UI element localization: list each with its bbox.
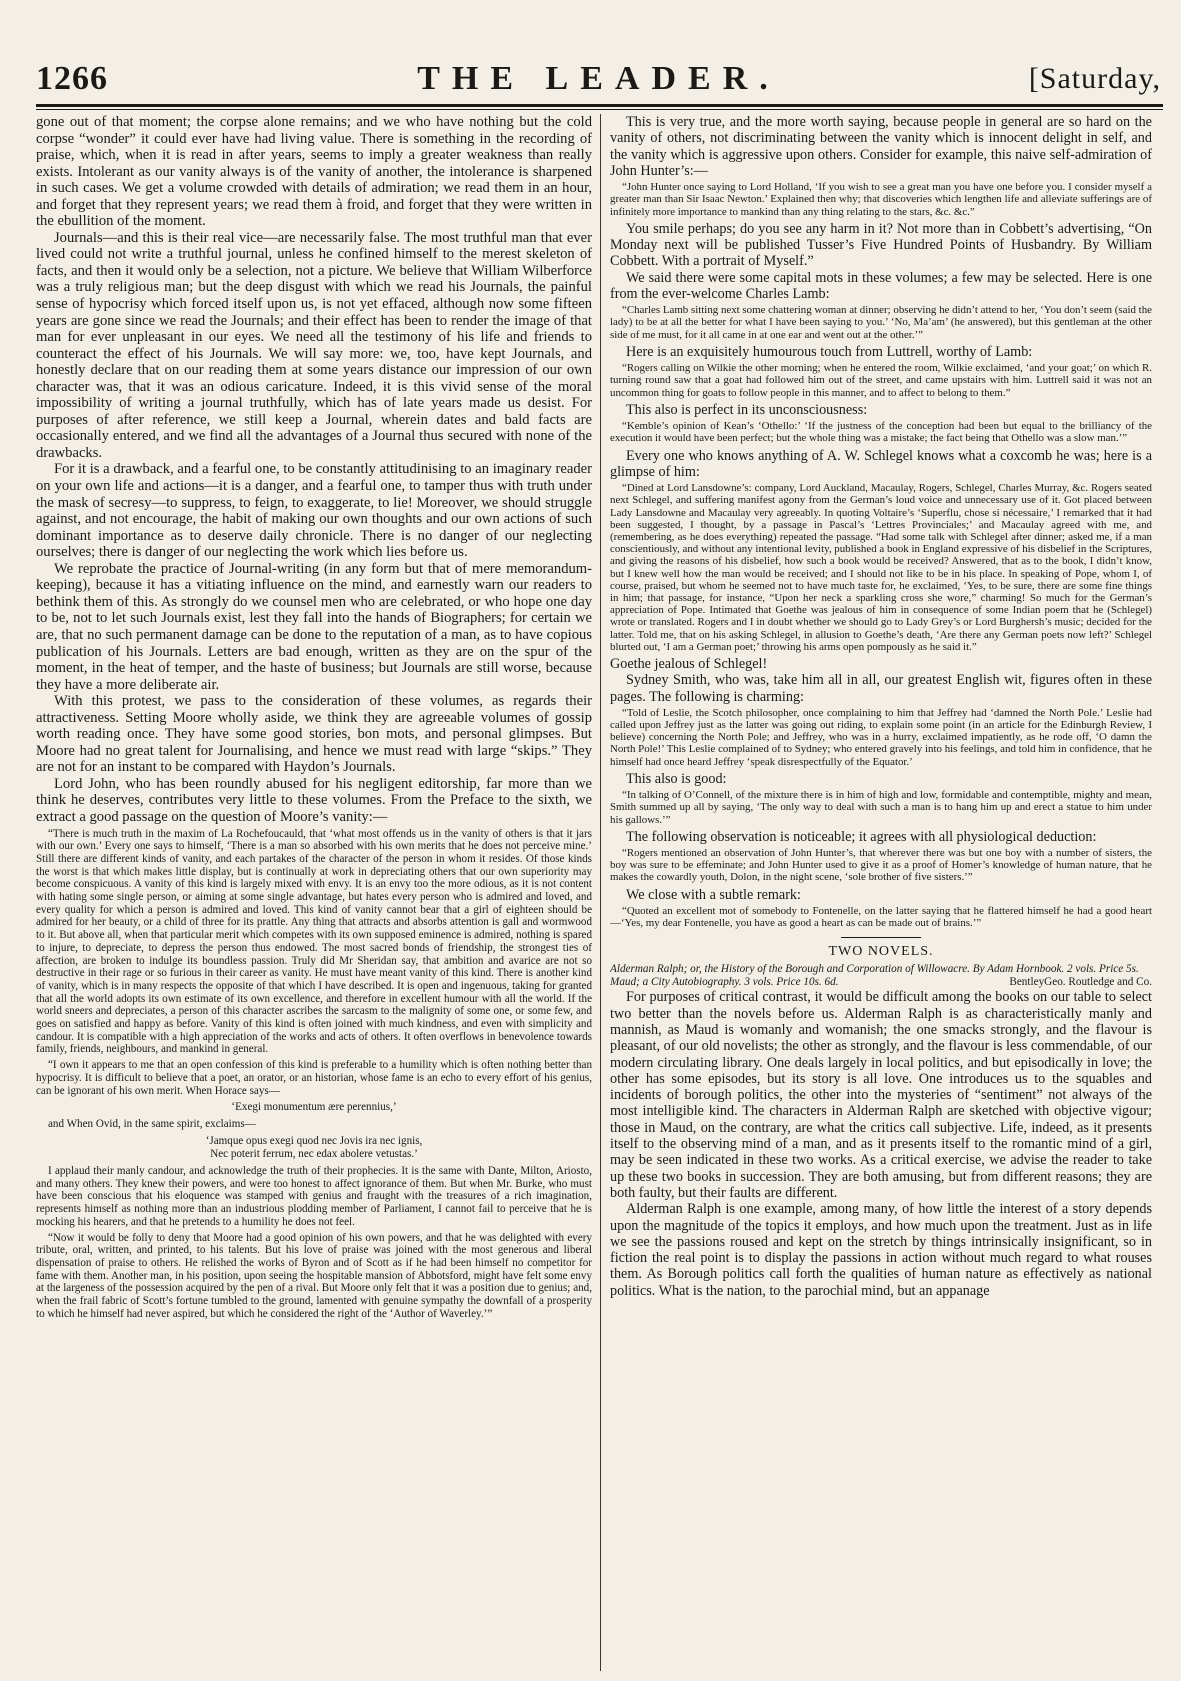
paragraph: Here is an exquisitely humourous touch from Luttrell, worthy of Lamb: <box>626 343 1033 360</box>
block-quote: “Dined at Lord Lansdowne’s: company, Lord Auckland, Macaulay, Rogers, Schlegel, Charles Murray, &c. Rogers seated next Schlegel, and suffering manifest agony from the German’s loud voice and unnecessary use of it. Got placed between Lady Lansdowne and Macaulay very agreeably. In quoting Voltaire’s ‘Superflu, chose si nécessaire,’ I remarked that it had been suggested, I thought, by a passage in Pascal’s ‘Lettres Provinciales;’ and Macaulay agreed with me, and (remembering, as he does everything) repeated the passage. “Had some talk with Schlegel after dinner; asked me, if a man conscientiously, and without any intentional levity, published a book in England expressive of his disbelief in the Scriptures, and giving the reasons of his disbelief, how such a book would be received? Answered, that as to the book, I didn’t know, but I knew well how the man would be received; and I should not like to be in his place. In speaking of Pope, whom I, of course, praised, but whom he seemed not to have much taste for, he exclaimed, ‘Yes, to be sure, there are some fine things in him; that passage, for instance, “Upon her neck a sparkling cross she wore,” charming! So much for the German’s appreciation of Pope. Intimated that Goethe was jealous of him in consequence of some Indian poem that he (Schlegel) wrote or translated. Rogers and I in doubt whether we should go to Lady Grey’s or Lord Burghersh’s music; decided for the latter. Told me, that on his asking Schlegel, in allusion to Goethe’s death, ‘Are there any German poets now left?’ Schlegel blurted out, ‘I am a German poet;’ throwing his arms open pompously as he said it.” <box>610 482 1152 653</box>
paragraph: You smile perhaps; do you see any harm in it? Not more than in Cobbett’s advertising, “On Monday next will be published Tusser’s Five Hundred Points of Husbandry. By William Cobbett. With a portrait of Myself.” <box>610 220 1152 270</box>
block-quote: and When Ovid, in the same spirit, exclaims— <box>48 1118 256 1131</box>
paragraph: Goethe jealous of Schlegel! <box>610 655 768 672</box>
section-heading: TWO NOVELS. <box>828 944 934 960</box>
block-quote: “I own it appears to me that an open confession of this kind is preferable to a humility which is often nothing better than hypocrisy. It is difficult to believe that a poet, an orator, or an historian, whose fame is an echo to every effort of his genius, can be ignorant of his own merit. When Horace says— <box>36 1059 592 1097</box>
paragraph: Lord John, who has been roundly abused for his negligent editorship, far more than we think he deserves, contributes very little to these volumes. From the Preface to the sixth, we extract a good passage on the question of Moore’s vanity:— <box>36 775 592 825</box>
paragraph: We reprobate the practice of Journal-writing (in any form but that of mere memorandum-keeping), because it has a vitiating influence on the mind, and earnestly warn our readers to bethink them of this. As strongly do we counsel men who are celebrated, or who hope one day to be, not to let such Journals exist, lest they fall into the hands of Biographers; for certain we are, that no such permanent damage can be done to the reputation of a man, as to have copious publication of his Journals. Letters are bad enough, written as they are on the spur of the moment, in the heat of temper, and the haste of business; but Journals are still worse, because they have a more deliberate air. <box>36 560 592 693</box>
paragraph: Journals—and this is their real vice—are necessarily false. The most truthful man that ever lived could not write a truthful journal, unless he confined himself to the merest skeleton of facts, and then it would only be a selection, not a picture. We believe that William Wilberforce was a truly religious man; but the deep disgust with which we read his Journals, the painful sense of hypocrisy which forced itself upon us, is not yet effaced, although now some fifteen years are gone since we read the Journals; and their effect has been to render the image of that man for ever unpleasant in our eyes. We need all the testimony of his life and friends to counteract the effect of his Journals. We will say more: we, too, have kept Journals, and honestly declare that on our reading them at some years distance our impression of our own character was, that it was an odious caricature. Indeed, it is this vivid sense of the moral impossibility of writing a journal truthfully, which has of late years made us desist. For purposes of after reference, we still keep a Journal, wherein dates and bald facts are occasionally entered, and we find all the advantages of a Journal thus secured with none of the drawbacks. <box>36 229 592 461</box>
page-number: 1266 <box>36 60 108 97</box>
book-title: Alderman Ralph; or, the History of the Borough and Corporation of Willowacre. By Adam Hornbook. 2 vols. Price 5s. <box>610 963 1139 976</box>
left-column <box>36 114 592 1671</box>
block-quote: “Told of Leslie, the Scotch philosopher, once complaining to him that Jeffrey had ‘damned the North Pole.’ Leslie had called upon Jeffrey just as the latter was going out riding, to explain some point (in an article for the Edinburgh Review, I believe) concerning the North Pole; and Jeffrey, who was in a hurry, exclaimed impatiently, as he rode off, ‘O damn the North Pole!’ This Leslie complained of to Sydney; who entered gravely into his feelings, and told him in confidence, that he himself had once heard Jeffrey ‘speak disrespectfully of the Equator.’ <box>610 706 1152 768</box>
block-quote: “Rogers mentioned an observation of John Hunter’s, that wherever there was but one boy with a number of sisters, the boy was sure to be effeminate; and John Hunter used to give it as a proof of Homer’s knowledge of human nature, that he makes the cowardly youth, Dolon, in the night scene, ‘sole brother of five sisters.’” <box>610 847 1152 884</box>
latin-verse <box>36 1135 592 1161</box>
right-column <box>610 114 1152 1671</box>
paragraph: We close with a subtle remark: <box>626 886 801 903</box>
book-publisher: Bentley <box>1009 976 1045 989</box>
block-quote: “Kemble’s opinion of Kean’s ‘Othello:’ ‘If the justness of the conception had been but equal to the brilliancy of the execution it would have been perfect; but the whole thing was a mistake; the fact being that Othello was a slow man.’” <box>610 420 1152 445</box>
block-quote: “Rogers calling on Wilkie the other morning; when he entered the room, Wilkie exclaimed, ‘and your goat;’ on which R. turning round saw that a goat had followed him out of the street, and came upstairs with him. Luttrell said it was not an uncommon thing for goats to follow people in this manner, and to affect to belong to them.” <box>610 362 1152 399</box>
block-quote: I applaud their manly candour, and acknowledge the truth of their prophecies. It is the same with Dante, Milton, Ariosto, and many others. They knew their powers, and were too honest to affect ignorance of them. But when Mr. Burke, who must have been conscious that his eloquence was stamped with genius and fraught with the treasures of a rich imagination, represents himself as nothing more than an industrious plodding member of Parliament, I cannot fail to perceive that he is mocking his hearers, and that he pretends to a humility he does not feel. <box>36 1164 592 1228</box>
section-divider <box>841 937 921 938</box>
block-quote: “John Hunter once saying to Lord Holland, ‘If you wish to see a great man you have one before you. I consider myself a greater man than Sir Isaac Newton.’ Explained then why; that discoveries which lengthen life and alleviate sufferings are of infinitely more importance to mankind than any thing relating to the stars, &c. &c.” <box>610 181 1152 218</box>
latin-verse: ‘Exegi monumentum ære perennius,’ <box>231 1101 397 1114</box>
paragraph: The following observation is noticeable; it agrees with all physiological deduction: <box>626 828 1097 845</box>
column-divider <box>600 114 601 1671</box>
paragraph: This also is perfect in its unconsciousness: <box>626 401 868 418</box>
verse-line: Nec poterit ferrum, nec edax abolere vetustas.’ <box>210 1147 418 1160</box>
paragraph: Every one who knows anything of A. W. Schlegel knows what a coxcomb he was; here is a glimpse of him: <box>610 447 1152 480</box>
block-quote: “Now it would be folly to deny that Moore had a good opinion of his own powers, and that he was delighted with every tribute, oral, written, and printed, to his talents. But his love of praise was joined with the most generous and liberal dispensation of praise to others. He relished the works of Byron and of Scott as if he had been himself no competitor for fame with them. Another man, in his position, upon seeing the hospitable mansion of Abbotsford, might have felt some envy at the largeness of the possession acquired by the pen of a rival. But Moore only felt that it was a position due to genius; and, when the frail fabric of Scott’s fortune tumbled to the ground, lamented with genuine sympathy the downfall of a prosperity to which he himself had never aspired, but which he considered the right of the ‘Author of Waverley.’” <box>36 1231 592 1320</box>
paragraph: We said there were some capital mots in these volumes; a few may be selected. Here is one from the ever-welcome Charles Lamb: <box>610 269 1152 302</box>
header-rule-thick <box>36 104 1163 107</box>
paragraph: This also is good: <box>626 770 727 787</box>
issue-day: [Saturday, <box>1028 62 1161 95</box>
paragraph: For it is a drawback, and a fearful one, to be constantly attitudinising to an imaginary reader on your own life and actions—it is a danger, and a fearful one, to tamper thus with truth under the mask of secresy—to suppress, to feign, to exaggerate, to lie! Moreover, we should struggle against, and not encourage, the habit of making our own thoughts and our own actions of such dominant importance as to deserve daily chronicle. There is no danger of our neglecting ourselves; there is danger of our neglecting the work which lies before us. <box>36 461 592 561</box>
book-title: Maud; a City Autobiography. 3 vols. Price 10s. 6d. <box>610 976 839 989</box>
block-quote: “In talking of O’Connell, of the mixture there is in him of high and low, formidable and contemptible, mighty and mean, Smith summed up all by saying, ‘The only way to deal with such a man is to hang him up and erect a statue to him under his gallows.’” <box>610 789 1152 826</box>
paragraph: gone out of that moment; the corpse alone remains; and we who have nothing but the cold corpse “wonder” it could ever have had living value. There is something in the recording of praise, which, when it is read in after years, seems to imply a greater weakness than really exists. Intolerant as our vanity always is of the vanity of another, the intolerance is sharpened in such cases. We get a volume crowded with details of admiration; we read them in an hour, and forget that they represent years; we read them à froid, and forget that they were written in the ebullition of the moment. <box>36 114 592 230</box>
masthead <box>36 60 1161 106</box>
verse-line: ‘Jamque opus exegi quod nec Jovis ira nec ignis, <box>205 1134 423 1147</box>
block-quote: “There is much truth in the maxim of La Rochefoucauld, that ‘what most offends us in the vanity of others is that it jars with our own.’ Every one says to himself, ‘There is a man so absorbed with his own merits that he does not perceive mine.’ Still there are different kinds of vanity, and each partakes of the character of the person in whom it resides. Of those kinds the worst is that which makes little display, but is continually at work in depreciating others that our own superiority may become conspicuous. A vanity of this kind is largely mixed with envy. It is an envy too the more odious, as it is not content with hating some single person, or aiming at some single advantage, but hates every person who is admired and loved, and every quality for which a person is admired and loved. This kind of vanity cannot bear that a girl of eighteen should be admired for her beauty, or a child of three for its prattle. Any thing that attracts and absorbs attention is gall and wormwood to it. But above all, when that particular merit which competes with its own supposed eminence is admired, nothing is spared to injure, to depreciate, to depress the person thus endowed. The most sacred bonds of friendship, the strongest ties of affection, are broken to indulge its boundless passion. Truly did Mr Sheridan say, that ambition and avarice are not so destructive in their rage or so furious in their career as vanity. He must have meant vanity of this kind. There is another kind of vanity, which is in many respects the opposite of that which I have described. It is open and ingenuous, taking for granted that all the world adopts its own estimate of its own excellence, and therefore in excellent humour with all the world. If the world sneers and depreciates, a person of this character ascribes the sarcasm to the malignity of some one, or some few, and goes on satisfied and happy as before. Vanity of this kind is often joined with much kindness, and even with simplicity and candour. It is compatible with a high appreciation of the works and acts of others. It often overflows in benevolence towards family, friends, neighbours, and mankind in general. <box>36 827 592 1056</box>
paragraph: Alderman Ralph is one example, among many, of how little the interest of a story depends upon the magnitude of the topics it employs, and how much upon the treatment. Just as in life we see the passions roused and kept on the stretch by things intrinsically insignificant, so in fiction the real point is to display the passions in action without much regard to what rouses them. As Borough politics call forth the qualities of human nature as effectively as national politics. What is the nation, to the parochial mind, but an appanage <box>610 1201 1152 1299</box>
block-quote: “Charles Lamb sitting next some chattering woman at dinner; observing he didn’t attend to her, ‘You don’t seem (said the lady) to be at all the better for what I have been saying to you.’ ‘No, Ma’am’ (he answered), but this gentleman at the other side of me must, for it all came in at one ear and went out at the other.’” <box>610 304 1152 341</box>
newspaper-title: THE LEADER. <box>417 60 780 97</box>
block-quote: “Quoted an excellent mot of somebody to Fontenelle, on the latter saying that he flattered himself he had a good heart—‘Yes, my dear Fontenelle, you have as good a heart as can be made out of brains.’” <box>610 904 1152 930</box>
paragraph: With this protest, we pass to the consideration of these volumes, as regards their attractiveness. Setting Moore wholly aside, we think they are agreeable volumes of gossip worth reading once. They have some good stories, bon mots, and personal glimpses. But Moore had no great talent for Journalising, and hence we must read with large “skips.” They are not for an instant to be compared with Haydon’s Journals. <box>36 693 592 776</box>
header-rule-thin <box>36 109 1163 110</box>
paragraph: Sydney Smith, who was, take him all in all, our greatest English wit, figures often in these pages. The following is charming: <box>610 672 1152 705</box>
paragraph: For purposes of critical contrast, it would be difficult among the books on our table to select two better than the novels before us. Alderman Ralph is as characteristically manly and mannish, as Maud is womanly and womanish; the one smacks strongly, and the flavour is pleasant, of our old novelists; the other as strongly, and the flavour is less commendable, of our modern circulating library. One deals largely in local politics, and but episodically in love; the other has some episodes, but its story is all love. One introduces us to the squables and incidents of borough politics, the other into the mysteries of “sentiment” not always of the most intelligible kind. The characters in Alderman Ralph are sketched with objective vigour; those in Maud, on the contrary, are what the critics call subjective. Life, indeed, as it presents itself to the observing mind of a man, and as it presents itself to the romantic mind of a girl, may be seen indicated in these two works. As a critical exercise, we advise the reader to take up these two books in succession. They are both amusing, but from different reasons; they are both faulty, but their faults are different. <box>610 989 1152 1201</box>
paragraph: This is very true, and the more worth saying, because people in general are so hard on the vanity of others, not discriminating between the vanity which is innocent delight in self, and the vanity which is aggressive upon others. Consider for example, this naive self-admiration of John Hunter’s:— <box>610 114 1152 179</box>
book-publisher: Geo. Routledge and Co. <box>1044 976 1152 989</box>
